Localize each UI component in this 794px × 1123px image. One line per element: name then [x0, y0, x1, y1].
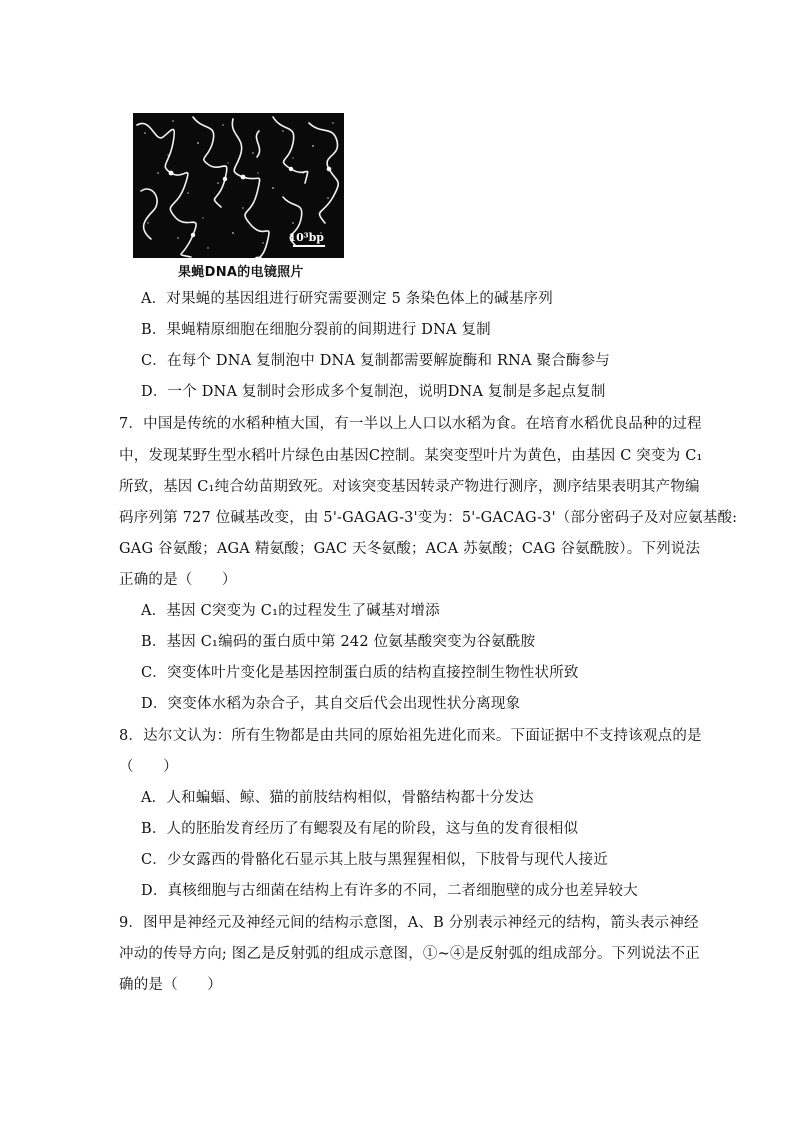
q6-option-a: A．对果蝇的基因组进行研究需要测定 5 条染色体上的碱基序列 [141, 291, 553, 307]
q7-option-a: A．基因 C突变为 C₁的过程发生了碱基对增添 [141, 603, 440, 619]
q7-option-b: B．基因 C₁编码的蛋白质中第 242 位氨基酸突变为谷氨酰胺 [141, 634, 536, 650]
q7-option-d: D．突变体水稻为杂合子，其自交后代会出现性状分离现象 [141, 696, 521, 712]
q6-option-c: C．在每个 DNA 复制泡中 DNA 复制都需要解旋酶和 RNA 聚合酶参与 [141, 353, 610, 369]
q7-stem-line-2: 中，发现某野生型水稻叶片绿色由基因C控制。某突变型叶片为黄色，由基因 C 突变为 C₁ [119, 448, 703, 464]
q6-option-d: D．一个 DNA 复制时会形成多个复制泡，说明DNA 复制是多起点复制 [141, 384, 606, 400]
q8-option-a: A．人和蝙蝠、鲸、猫的前肢结构相似，骨骼结构都十分发达 [141, 790, 534, 806]
q9-stem-line-1: 9．图甲是神经元及神经元间的结构示意图，A、B 分别表示神经元的结构，箭头表示神经 [119, 915, 699, 931]
q8-option-b: B．人的胚胎发育经历了有鳃裂及有尾的阶段，这与鱼的发育很相似 [141, 821, 579, 837]
q7-option-c: C．突变体叶片变化是基因控制蛋白质的结构直接控制生物性状所致 [141, 665, 579, 681]
q8-stem-line-2: （ ） [119, 759, 178, 775]
q7-stem-line-3: 所致，基因 C₁纯合幼苗期致死。对该突变基因转录产物进行测序，测序结果表明其产物编 [119, 479, 700, 495]
figure-caption: 果蝇DNA的电镜照片 [178, 265, 304, 280]
q8-option-d: D．真核细胞与古细菌在结构上有许多的不同，二者细胞壁的成分也差异较大 [141, 883, 638, 899]
q9-stem-line-2: 冲动的传导方向; 图乙是反射弧的组成示意图，①~④是反射弧的组成部分。下列说法不正 [119, 946, 700, 962]
q8-stem-line-1: 8．达尔文认为：所有生物都是由共同的原始祖先进化而来。下面证据中不支持该观点的是 [119, 728, 702, 744]
q6-option-b: B．果蝇精原细胞在细胞分裂前的间期进行 DNA 复制 [141, 322, 491, 338]
q9-stem-line-3: 确的是（ ） [119, 977, 222, 993]
q7-stem-line-5: GAG 谷氨酸；AGA 精氨酸；GAC 天冬氨酸；ACA 苏氨酸；CAG 谷氨酰胺）。下列说法 [119, 541, 701, 557]
q7-stem-line-6: 正确的是（ ） [119, 572, 237, 588]
q8-option-c: C．少女露西的骨骼化石显示其上肢与黑猩猩相似，下肢骨与现代人接近 [141, 852, 608, 868]
q7-stem-line-4: 码序列第 727 位碱基改变，由 5'-GAGAG-3'变为：5'-GACAG-3'（部分密码子及对应氨基酸: [119, 510, 738, 526]
dna-micrograph-image [133, 113, 344, 258]
scale-bar-label: 10³bp [288, 231, 324, 244]
q7-stem-line-1: 7．中国是传统的水稻种植大国，有一半以上人口以水稻为食。在培育水稻优良品种的过程 [119, 416, 702, 432]
